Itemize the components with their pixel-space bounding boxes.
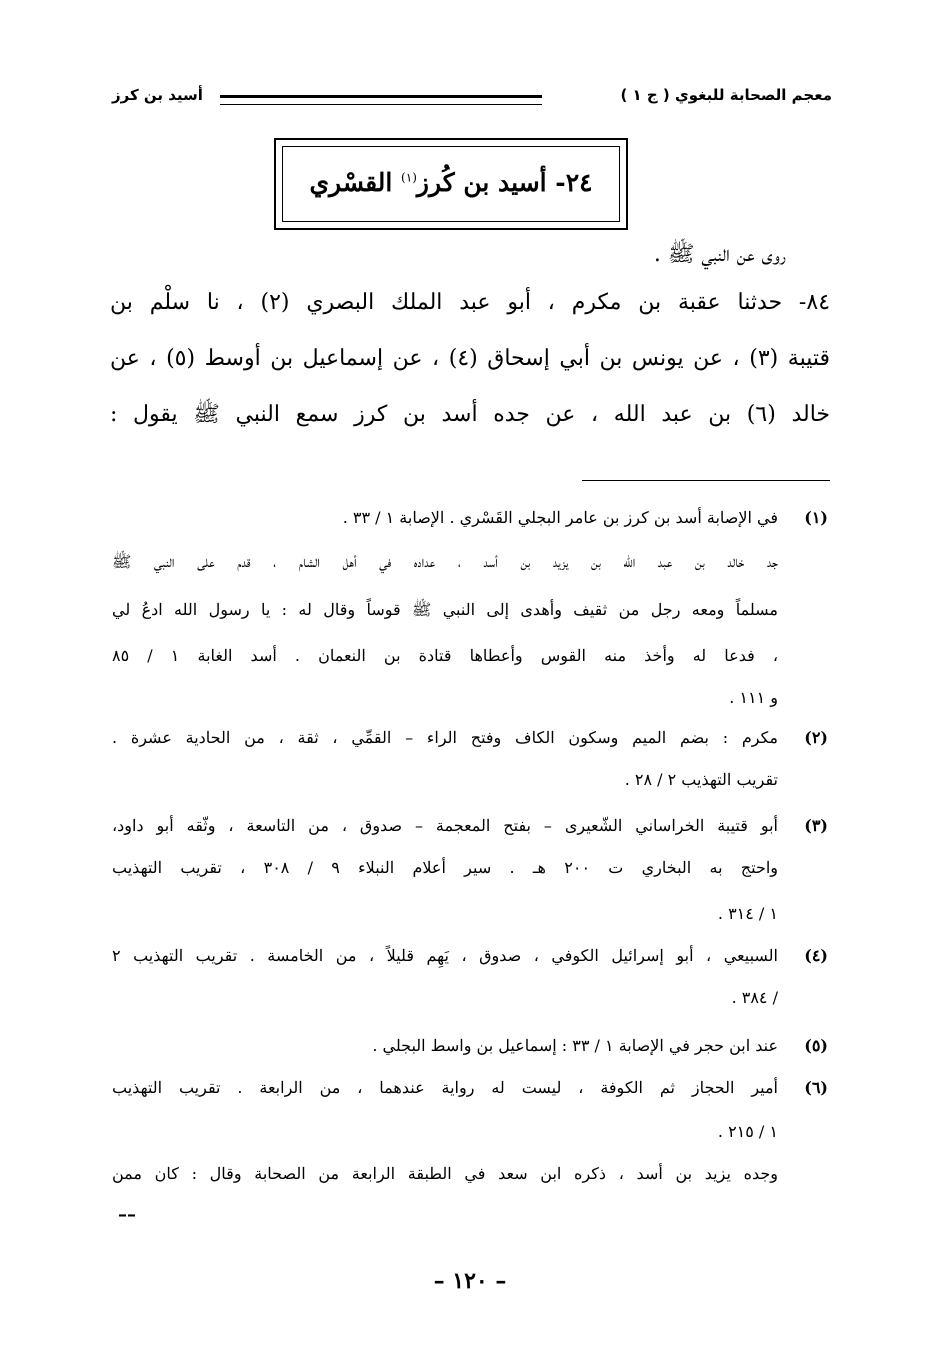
entry-title-note: (١) bbox=[401, 170, 417, 185]
footnote-line: ، فدعا له وأخذ منه القوس وأعطاها قتادة بن النعمان . أسد الغابة ١ / ٨٥ bbox=[112, 646, 779, 665]
footnote-number: (٦) bbox=[804, 1078, 828, 1097]
footnote-line: مسلماً ومعه رجل من ثقيف وأهدى إلى النبي ﷺ قوساً وقال له : يا رسول الله ادعُ لي bbox=[112, 600, 778, 619]
body-line-4: خالد (٦) بن عبد الله ، عن جده أسد بن كرز سمع النبي ﷺ يقول : bbox=[110, 402, 830, 427]
entry-title-main: ٢٤- أسيد بن كُرز bbox=[416, 168, 593, 197]
continuation-mark: –– bbox=[118, 1204, 136, 1225]
footnote-line: و ١١١ . bbox=[729, 688, 778, 707]
footnote-line: أبو قتيبة الخراساني الشّعيرى – بفتح المعجمة – صدوق ، من التاسعة ، وثّقه أبو داود، bbox=[112, 816, 778, 835]
body-line-3: قتيبة (٣) ، عن يونس بن أبي إسحاق (٤) ، عن إسماعيل بن أوسط (٥) ، عن bbox=[110, 346, 831, 371]
continuation-line: وجده يزيد بن أسد ، ذكره ابن سعد في الطبقة الرابعة من الصحابة وقال : كان ممن bbox=[112, 1164, 778, 1183]
header-rule bbox=[220, 95, 542, 105]
footnote-line: ١ / ٣١٤ . bbox=[717, 904, 778, 923]
page-number: – ١٢٠ – bbox=[433, 1268, 507, 1294]
running-header bbox=[112, 86, 832, 116]
entry-title-box bbox=[274, 138, 628, 230]
footnote-number: (١) bbox=[804, 508, 828, 527]
footnote-line: / ٣٨٤ . bbox=[731, 988, 778, 1007]
footnote-line: عند ابن حجر في الإصابة ١ / ٣٣ : إسماعيل بن واسط البجلي . bbox=[372, 1036, 778, 1055]
footnote-line: مكرم : بضم الميم وسكون الكاف وفتح الراء – القمِّي ، ثقة ، من الحادية عشرة . bbox=[112, 728, 778, 747]
footnote-line: أمير الحجاز ثم الكوفة ، ليست له رواية عندهما ، من الرابعة . تقريب التهذيب bbox=[112, 1078, 778, 1097]
footnote-number: (٤) bbox=[804, 946, 828, 965]
footnote-line: تقريب التهذيب ٢ / ٢٨ . bbox=[624, 770, 778, 789]
footnote-line: واحتج به البخاري ت ٢٠٠ هـ . سير أعلام النبلاء ٩ / ٣٠٨ ، تقريب التهذيب bbox=[112, 858, 779, 877]
footnote-line: السبيعي ، أبو إسرائيل الكوفي ، صدوق ، يَهِم قليلاً ، من الخامسة . تقريب التهذيب ٢ bbox=[112, 946, 778, 965]
entry-title-suffix: القسْري bbox=[309, 168, 393, 197]
footnote-number: (٥) bbox=[804, 1036, 828, 1055]
entry-title bbox=[276, 168, 626, 197]
footnote-separator bbox=[582, 480, 830, 481]
body-line-2: ٨٤- حدثنا عقبة بن مكرم ، أبو عبد الملك البصري (٢) ، نا سلْم بن bbox=[110, 290, 831, 315]
header-entry-name: أسيد بن كرز bbox=[112, 86, 203, 104]
footnote-line: في الإصابة أسد بن كرز بن عامر البجلي القَسْري . الإصابة ١ / ٣٣ . bbox=[342, 508, 778, 527]
footnote-line: جد خالد بن عبد الله بن يزيد بن أسد ، عداده في أهل الشام ، قدم على النبي ﷺ bbox=[112, 552, 778, 571]
header-book-title: معجم الصحابة للبغوي ( ج ١ ) bbox=[620, 86, 832, 104]
body-line-1: روى عن النبي ﷺ . bbox=[653, 242, 786, 267]
footnote-number: (٣) bbox=[804, 816, 828, 835]
footnote-number: (٢) bbox=[804, 728, 828, 747]
footnote-line: ١ / ٢١٥ . bbox=[717, 1122, 778, 1141]
